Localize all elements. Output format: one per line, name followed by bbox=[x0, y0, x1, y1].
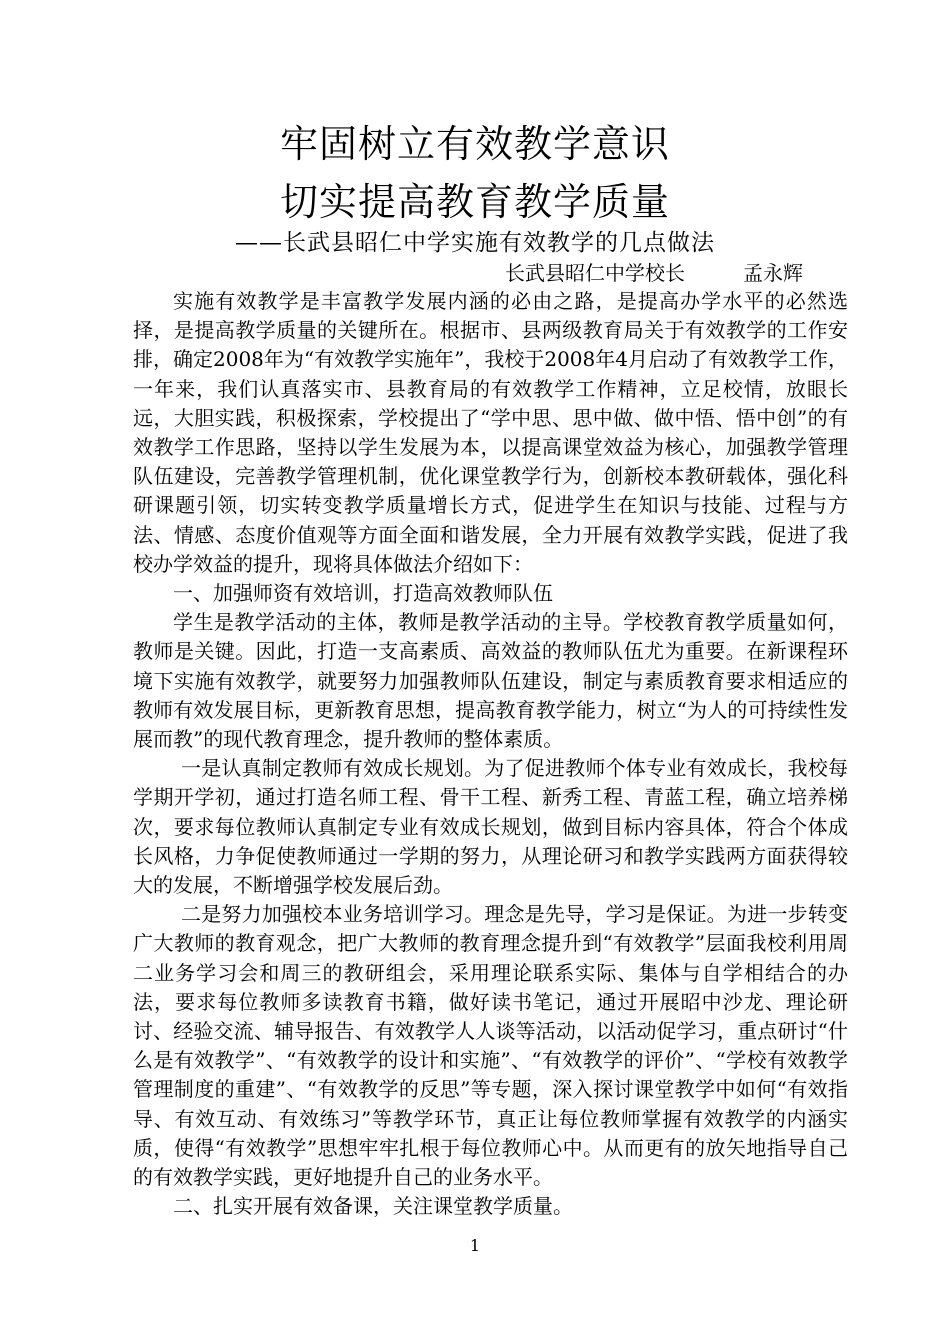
author-name: 孟永辉 bbox=[743, 261, 803, 285]
section-heading-2: 二、扎实开展有效备课，关注课堂教学质量。 bbox=[173, 1194, 573, 1219]
document-body bbox=[133, 287, 848, 1222]
paragraph-training: 二是努力加强校本业务培训学习。理念是先导，学习是保证。为进一步转变广大教师的教育观念，把广大教师的教育理念提升到“有效教学”层面我校利用周二业务学习会和周三的教研组会，采用理论联系实际、集体与自学相结合的办法，要求每位教师多读教育书籍，做好读书笔记，通过开展昭中沙龙、理论研讨、经验交流、辅导报告、有效教学人人谈等活动，以活动促学习，重点研讨“什么是有效教学”、“有效教学的设计和实施”、“有效教学的评价”、“学校有效教学管理制度的重建”、“有效教学的反思”等专题，深入探讨课堂教学中如何“有效指导、有效互动、有效练习”等教学环节，真正让每位教师掌握有效教学的内涵实质，使得“有效教学”思想牢牢扎根于每位教师心中。从而更有的放矢地指导自己的有效教学实践，更好地提升自己的业务水平。 bbox=[133, 902, 848, 1190]
paragraph-teachers: 学生是教学活动的主体，教师是教学活动的主导。学校教育教学质量如何，教师是关键。因此，打造一支高素质、高效益的教师队伍尤为重要。在新课程环境下实施有效教学，就要努力加强教师队伍建设，制定与素质教育要求相适应的教师有效发展目标，更新教育思想，提高教育教学能力，树立“为人的可持续性发展而教”的现代教育理念，提升教师的整体素质。 bbox=[133, 610, 848, 752]
page-number: 1 bbox=[469, 1236, 481, 1255]
author-line bbox=[505, 260, 803, 286]
author-position: 长武县昭仁中学校长 bbox=[505, 261, 685, 285]
document-title-line-1: 牢固树立有效教学意识 bbox=[279, 122, 670, 166]
document-title-line-2: 切实提高教育教学质量 bbox=[279, 180, 670, 224]
section-heading-1: 一、加强师资有效培训，打造高效教师队伍 bbox=[173, 581, 553, 606]
document-subtitle: ——长武县昭仁中学实施有效教学的几点做法 bbox=[235, 230, 715, 256]
paragraph-intro: 实施有效教学是丰富教学发展内涵的必由之路，是提高办学水平的必然选择，是提高教学质量的关键所在。根据市、县两级教育局关于有效教学的工作安排，确定2008年为“有效教学实施年”，我校于2008年4月启动了有效教学工作，一年来，我们认真落实市、县教育局的有效教学工作精神，立足校情，放眼长远，大胆实践，积极探索，学校提出了“学中思、思中做、做中悟、悟中创”的有效教学工作思路，坚持以学生发展为本，以提高课堂效益为核心，加强教学管理队伍建设，完善教学管理机制，优化课堂教学行为，创新校本教研载体，强化科研课题引领，切实转变教学质量增长方式，促进学生在知识与技能、过程与方法、情感、态度价值观等方面全面和谐发展，全力开展有效教学实践，促进了我校办学效益的提升，现将具体做法介绍如下： bbox=[133, 289, 848, 576]
paragraph-growth-plan: 一是认真制定教师有效成长规划。为了促进教师个体专业有效成长，我校每学期开学初，通过打造名师工程、骨干工程、新秀工程、青蓝工程，确立培养梯次，要求每位教师认真制定专业有效成长规划，做到目标内容具体，符合个体成长风格，力争促使教师通过一学期的努力，从理论研习和教学实践两方面获得较大的发展，不断增强学校发展后劲。 bbox=[133, 756, 848, 898]
